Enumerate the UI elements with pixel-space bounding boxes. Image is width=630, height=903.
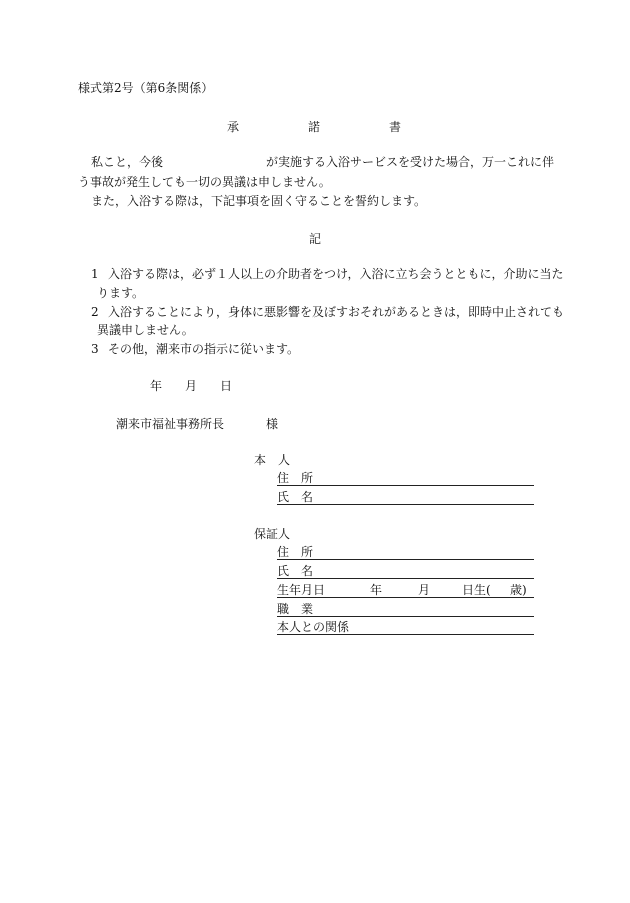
item-1-line-2: ります。 — [97, 286, 145, 300]
item-1-line-1: 入浴する際は，必ず１人以上の介助者をつけ，入浴に立ち会うとともに，介助に当た — [108, 267, 564, 281]
item-2-line-1: 入浴することにより，身体に悪影響を及ぼすおそれがあるときは，即時中止されても — [108, 305, 565, 319]
guarantor-address-line — [277, 559, 534, 560]
body-paragraph-1-start: 私こと，今後 — [91, 155, 164, 169]
guarantor-birth-month: 月 — [418, 583, 431, 597]
applicant-name-label: 氏 名 — [277, 490, 314, 504]
title-char-2: 諾 — [308, 120, 321, 134]
body-paragraph-2: また，入浴する際は，下記事項を固く守ることを誓約します。 — [91, 194, 427, 208]
guarantor-birth-age: 歳) — [510, 583, 527, 597]
addressee-name: 潮来市福祉事務所長 — [116, 417, 225, 431]
guarantor-name-label: 氏 名 — [277, 564, 314, 578]
item-3-line-1: その他，潮来市の指示に従います。 — [108, 342, 300, 356]
guarantor-birth-label: 生年月日 — [277, 583, 326, 597]
guarantor-relation-line — [277, 634, 534, 635]
date-month: 月 — [185, 379, 198, 393]
applicant-address-line — [277, 485, 534, 486]
addressee-honorific: 様 — [266, 417, 279, 431]
date-year: 年 — [150, 379, 163, 393]
ki-heading: 記 — [309, 232, 322, 246]
guarantor-name-line — [277, 578, 534, 579]
guarantor-birth-day: 日生( — [462, 583, 491, 597]
guarantor-birth-line — [277, 597, 534, 598]
applicant-address-label: 住 所 — [277, 471, 314, 485]
document-title — [0, 121, 630, 135]
applicant-name-line — [277, 504, 534, 505]
body-paragraph-1-end: う事故が発生しても一切の異議は申しません。 — [78, 175, 331, 189]
body-paragraph-1-cont: が実施する入浴サービスを受けた場合，万一これに伴 — [266, 155, 555, 169]
guarantor-occupation-line — [277, 616, 534, 617]
title-char-3: 書 — [389, 120, 402, 134]
form-label: 様式第2号（第6条関係） — [78, 81, 214, 95]
item-3-number: 3 — [91, 342, 99, 356]
applicant-heading: 本 人 — [254, 453, 291, 467]
item-1-number: 1 — [91, 267, 99, 281]
item-2-line-2: 異議申しません。 — [97, 323, 194, 337]
guarantor-relation-label: 本人との関係 — [277, 620, 350, 634]
guarantor-heading: 保証人 — [254, 527, 291, 541]
date-day: 日 — [220, 379, 233, 393]
guarantor-birth-year: 年 — [370, 583, 383, 597]
item-2-number: 2 — [91, 305, 99, 319]
title-char-1: 承 — [227, 120, 240, 134]
guarantor-address-label: 住 所 — [277, 545, 314, 559]
guarantor-occupation-label: 職 業 — [277, 602, 314, 616]
